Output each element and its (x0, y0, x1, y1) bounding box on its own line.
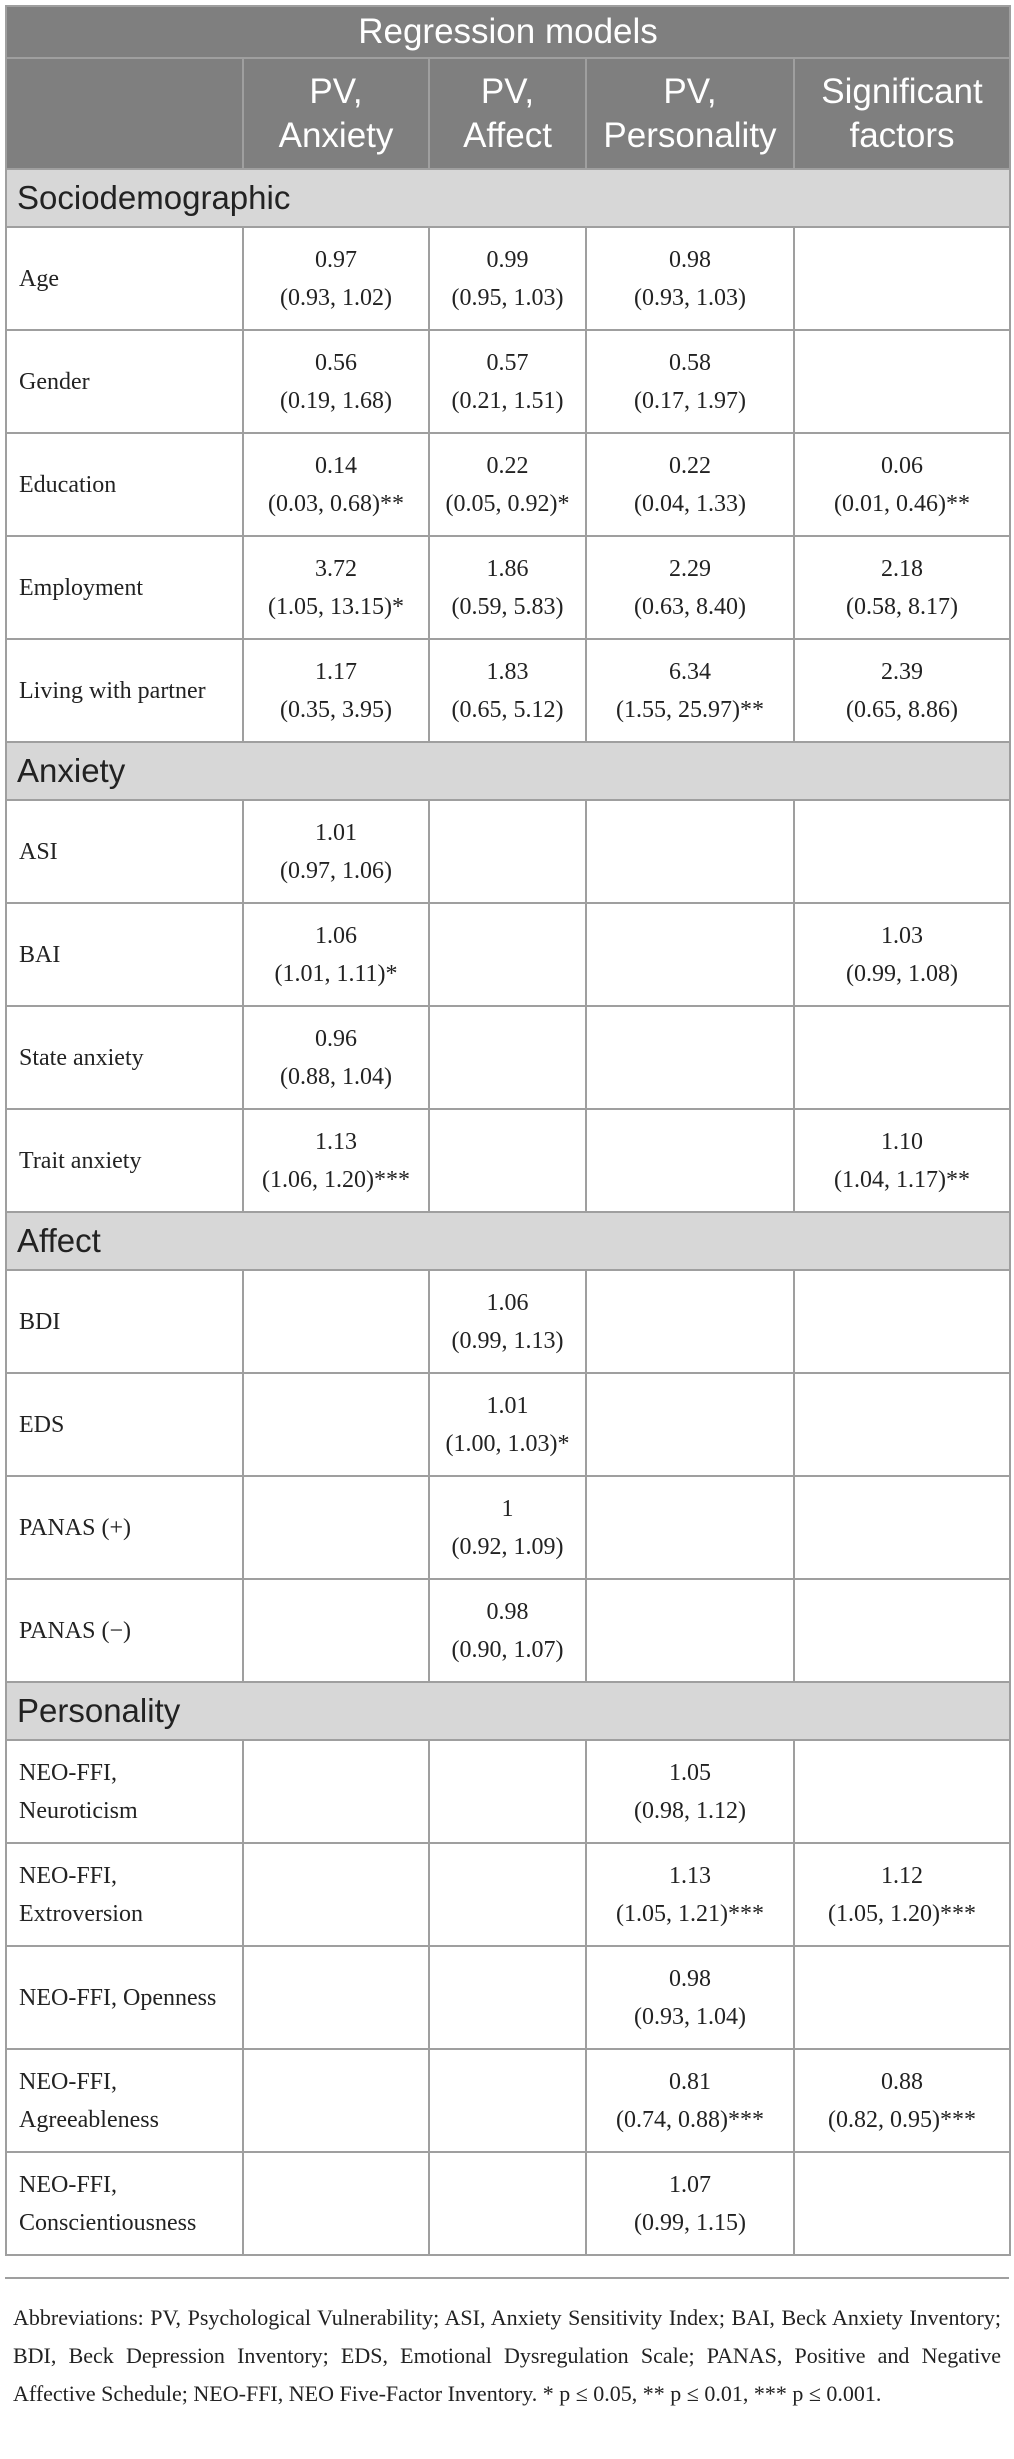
cell-significant-factors (794, 1270, 1010, 1373)
confidence-interval: (0.93, 1.04) (634, 2003, 746, 2030)
table-row (6, 1843, 1010, 1946)
section-title: Anxiety (6, 742, 1010, 800)
row-label: PANAS (−) (6, 1579, 243, 1682)
row-label: NEO-FFI, Conscientiousness (6, 2152, 243, 2255)
cell-pv-affect (429, 1006, 586, 1109)
odds-ratio: 1.06 (315, 922, 357, 949)
odds-ratio: 0.06 (881, 452, 923, 479)
cell-pv-affect (429, 800, 586, 903)
odds-ratio: 1.07 (669, 2171, 711, 2198)
confidence-interval: (0.97, 1.06) (280, 857, 392, 884)
confidence-interval: (0.58, 8.17) (846, 593, 958, 620)
confidence-interval: (0.93, 1.03) (634, 284, 746, 311)
cell-pv-personality (586, 1579, 794, 1682)
section-row-affect (6, 1212, 1010, 1270)
confidence-interval: (0.01, 0.46)** (834, 490, 970, 517)
section-row-sociodemographic (6, 169, 1010, 227)
cell-significant-factors (794, 536, 1010, 639)
table-row (6, 2152, 1010, 2255)
cell-pv-anxiety (243, 903, 429, 1006)
table-row (6, 639, 1010, 742)
cell-pv-affect (429, 433, 586, 536)
table-row (6, 1476, 1010, 1579)
cell-pv-affect (429, 1946, 586, 2049)
group-title: Regression models (6, 6, 1010, 58)
odds-ratio: 0.97 (315, 246, 357, 273)
odds-ratio: 1.12 (881, 1862, 923, 1889)
cell-pv-affect (429, 903, 586, 1006)
confidence-interval: (0.74, 0.88)*** (616, 2106, 764, 2133)
row-label: NEO-FFI, Agreeableness (6, 2049, 243, 2152)
confidence-interval: (0.98, 1.12) (634, 1797, 746, 1824)
table-row (6, 1373, 1010, 1476)
cell-pv-personality (586, 800, 794, 903)
odds-ratio: 0.56 (315, 349, 357, 376)
row-label: Gender (6, 330, 243, 433)
confidence-interval: (0.05, 0.92)* (445, 490, 570, 517)
cell-pv-anxiety (243, 1946, 429, 2049)
confidence-interval: (0.92, 1.09) (451, 1533, 564, 1560)
section-row-personality (6, 1682, 1010, 1740)
cell-significant-factors (794, 1843, 1010, 1946)
odds-ratio: 1.05 (669, 1759, 711, 1786)
column-header-pv-anxiety (243, 58, 429, 169)
cell-pv-anxiety (243, 1476, 429, 1579)
column-header-pv-affect (429, 58, 586, 169)
odds-ratio: 1.13 (669, 1862, 711, 1889)
row-label: BDI (6, 1270, 243, 1373)
table-body (6, 169, 1010, 2255)
column-header-pv-personality (586, 58, 794, 169)
cell-pv-personality (586, 1843, 794, 1946)
cell-pv-anxiety (243, 639, 429, 742)
cell-pv-anxiety (243, 1740, 429, 1843)
cell-significant-factors (794, 800, 1010, 903)
column-header-significant-factors-line2: factors (849, 115, 955, 155)
row-label: Employment (6, 536, 243, 639)
confidence-interval: (1.55, 25.97)** (616, 696, 764, 723)
header-blank-cell (6, 58, 243, 169)
table-row (6, 2049, 1010, 2152)
cell-pv-personality (586, 2152, 794, 2255)
cell-pv-anxiety (243, 536, 429, 639)
odds-ratio: 1 (501, 1495, 514, 1522)
cell-significant-factors (794, 1373, 1010, 1476)
table-row (6, 1006, 1010, 1109)
cell-significant-factors (794, 330, 1010, 433)
row-label: State anxiety (6, 1006, 243, 1109)
cell-pv-personality (586, 1946, 794, 2049)
column-header-significant-factors (794, 58, 1010, 169)
row-label: Age (6, 227, 243, 330)
odds-ratio: 2.18 (881, 555, 923, 582)
cell-pv-anxiety (243, 2152, 429, 2255)
cell-pv-personality (586, 903, 794, 1006)
table-footnote: Abbreviations: PV, Psychological Vulnerability; ASI, Anxiety Sensitivity Index; BAI, Beck Anxiety Inventory; BDI, Beck Depression Inventory; EDS, Emotional Dysregulation Scale; PANAS, Positive and Negative Affective Schedule; NEO-FFI, NEO Five-Factor Inventory. * p ≤ 0.05, ** p ≤ 0.01, *** p ≤ 0.001. (5, 2277, 1009, 2413)
odds-ratio: 1.13 (315, 1128, 357, 1155)
odds-ratio: 0.98 (669, 246, 711, 273)
odds-ratio: 1.83 (486, 658, 529, 685)
cell-pv-anxiety (243, 1373, 429, 1476)
cell-pv-anxiety (243, 1843, 429, 1946)
cell-pv-personality (586, 1109, 794, 1212)
cell-pv-personality (586, 227, 794, 330)
odds-ratio: 1.01 (315, 819, 357, 846)
table-row (6, 800, 1010, 903)
cell-significant-factors (794, 433, 1010, 536)
confidence-interval: (0.93, 1.02) (280, 284, 392, 311)
odds-ratio: 0.14 (315, 452, 357, 479)
odds-ratio: 0.98 (486, 1598, 529, 1625)
cell-significant-factors (794, 1946, 1010, 2049)
odds-ratio: 0.58 (669, 349, 711, 376)
odds-ratio: 2.39 (881, 658, 923, 685)
row-label: BAI (6, 903, 243, 1006)
confidence-interval: (0.17, 1.97) (634, 387, 746, 414)
confidence-interval: (0.21, 1.51) (451, 387, 564, 414)
cell-pv-personality (586, 1476, 794, 1579)
column-header-pv-anxiety-line2: Anxiety (278, 115, 394, 155)
section-title: Affect (6, 1212, 1010, 1270)
row-label: NEO-FFI, Openness (6, 1946, 243, 2049)
cell-pv-anxiety (243, 800, 429, 903)
cell-pv-personality (586, 536, 794, 639)
row-label: Trait anxiety (6, 1109, 243, 1212)
odds-ratio: 1.06 (486, 1289, 529, 1316)
odds-ratio: 0.98 (669, 1965, 711, 1992)
odds-ratio: 6.34 (669, 658, 711, 685)
cell-pv-affect (429, 1476, 586, 1579)
confidence-interval: (0.95, 1.03) (451, 284, 564, 311)
row-label: ASI (6, 800, 243, 903)
odds-ratio: 0.57 (486, 349, 529, 376)
odds-ratio: 1.10 (881, 1128, 923, 1155)
confidence-interval: (1.05, 1.21)*** (616, 1900, 764, 1927)
table-row (6, 227, 1010, 330)
row-label: NEO-FFI, Neuroticism (6, 1740, 243, 1843)
column-header-significant-factors-line1: Significant (821, 71, 983, 111)
odds-ratio: 1.17 (315, 658, 357, 685)
table-row (6, 536, 1010, 639)
odds-ratio: 0.96 (315, 1025, 357, 1052)
confidence-interval: (0.99, 1.08) (846, 960, 958, 987)
cell-pv-anxiety (243, 330, 429, 433)
column-header-pv-anxiety-line1: PV, (309, 71, 363, 111)
cell-pv-anxiety (243, 1270, 429, 1373)
cell-pv-personality (586, 1740, 794, 1843)
cell-significant-factors (794, 227, 1010, 330)
table-row (6, 1740, 1010, 1843)
column-header-pv-personality-line2: Personality (603, 115, 777, 155)
cell-significant-factors (794, 1109, 1010, 1212)
confidence-interval: (0.63, 8.40) (634, 593, 746, 620)
cell-significant-factors (794, 1006, 1010, 1109)
cell-significant-factors (794, 1740, 1010, 1843)
cell-pv-affect (429, 1843, 586, 1946)
table-row (6, 1109, 1010, 1212)
row-label: EDS (6, 1373, 243, 1476)
confidence-interval: (0.65, 8.86) (846, 696, 958, 723)
cell-pv-affect (429, 639, 586, 742)
odds-ratio: 2.29 (669, 555, 711, 582)
regression-table (5, 5, 1011, 2256)
table-row (6, 433, 1010, 536)
confidence-interval: (0.90, 1.07) (451, 1636, 564, 1663)
table-row (6, 1579, 1010, 1682)
cell-pv-anxiety (243, 1006, 429, 1109)
section-title: Personality (6, 1682, 1010, 1740)
cell-pv-affect (429, 2152, 586, 2255)
odds-ratio: 0.22 (669, 452, 711, 479)
confidence-interval: (0.04, 1.33) (634, 490, 746, 517)
cell-pv-affect (429, 227, 586, 330)
row-label: PANAS (+) (6, 1476, 243, 1579)
confidence-interval: (0.88, 1.04) (280, 1063, 392, 1090)
cell-pv-anxiety (243, 227, 429, 330)
cell-pv-anxiety (243, 1579, 429, 1682)
table-row (6, 1270, 1010, 1373)
confidence-interval: (1.06, 1.20)*** (262, 1166, 410, 1193)
confidence-interval: (1.01, 1.11)* (274, 960, 398, 987)
cell-pv-personality (586, 1006, 794, 1109)
cell-pv-personality (586, 1373, 794, 1476)
cell-pv-affect (429, 2049, 586, 2152)
confidence-interval: (1.05, 1.20)*** (828, 1900, 976, 1927)
cell-pv-affect (429, 1740, 586, 1843)
confidence-interval: (1.05, 13.15)* (268, 593, 404, 620)
cell-pv-personality (586, 2049, 794, 2152)
cell-significant-factors (794, 903, 1010, 1006)
cell-significant-factors (794, 1476, 1010, 1579)
odds-ratio: 0.99 (486, 246, 529, 273)
row-label: Education (6, 433, 243, 536)
confidence-interval: (0.03, 0.68)** (268, 490, 404, 517)
cell-significant-factors (794, 639, 1010, 742)
cell-pv-personality (586, 433, 794, 536)
odds-ratio: 0.88 (881, 2068, 923, 2095)
confidence-interval: (0.65, 5.12) (451, 696, 564, 723)
odds-ratio: 3.72 (315, 555, 357, 582)
odds-ratio: 0.81 (669, 2068, 711, 2095)
odds-ratio: 1.03 (881, 922, 923, 949)
cell-significant-factors (794, 2049, 1010, 2152)
cell-pv-anxiety (243, 2049, 429, 2152)
confidence-interval: (0.82, 0.95)*** (828, 2106, 976, 2133)
confidence-interval: (0.99, 1.15) (634, 2209, 746, 2236)
cell-pv-personality (586, 1270, 794, 1373)
odds-ratio: 1.86 (486, 555, 529, 582)
column-header-pv-personality-line1: PV, (663, 71, 717, 111)
table-header (6, 6, 1010, 169)
cell-pv-affect (429, 1270, 586, 1373)
row-label: Living with partner (6, 639, 243, 742)
cell-pv-affect (429, 1579, 586, 1682)
cell-pv-affect (429, 536, 586, 639)
section-title: Sociodemographic (6, 169, 1010, 227)
cell-significant-factors (794, 1579, 1010, 1682)
column-header-pv-affect-line2: Affect (463, 115, 552, 155)
odds-ratio: 0.22 (486, 452, 529, 479)
confidence-interval: (1.04, 1.17)** (834, 1166, 970, 1193)
table-row (6, 1946, 1010, 2049)
cell-pv-affect (429, 1109, 586, 1212)
cell-pv-anxiety (243, 1109, 429, 1212)
cell-significant-factors (794, 2152, 1010, 2255)
odds-ratio: 1.01 (486, 1392, 529, 1419)
confidence-interval: (1.00, 1.03)* (445, 1430, 570, 1457)
confidence-interval: (0.35, 3.95) (280, 696, 392, 723)
cell-pv-anxiety (243, 433, 429, 536)
table-row (6, 330, 1010, 433)
confidence-interval: (0.59, 5.83) (451, 593, 564, 620)
cell-pv-affect (429, 1373, 586, 1476)
row-label: NEO-FFI, Extroversion (6, 1843, 243, 1946)
cell-pv-personality (586, 639, 794, 742)
confidence-interval: (0.99, 1.13) (451, 1327, 564, 1354)
cell-pv-affect (429, 330, 586, 433)
confidence-interval: (0.19, 1.68) (280, 387, 392, 414)
column-header-pv-affect-line1: PV, (480, 71, 535, 111)
section-row-anxiety (6, 742, 1010, 800)
table-row (6, 903, 1010, 1006)
cell-pv-personality (586, 330, 794, 433)
